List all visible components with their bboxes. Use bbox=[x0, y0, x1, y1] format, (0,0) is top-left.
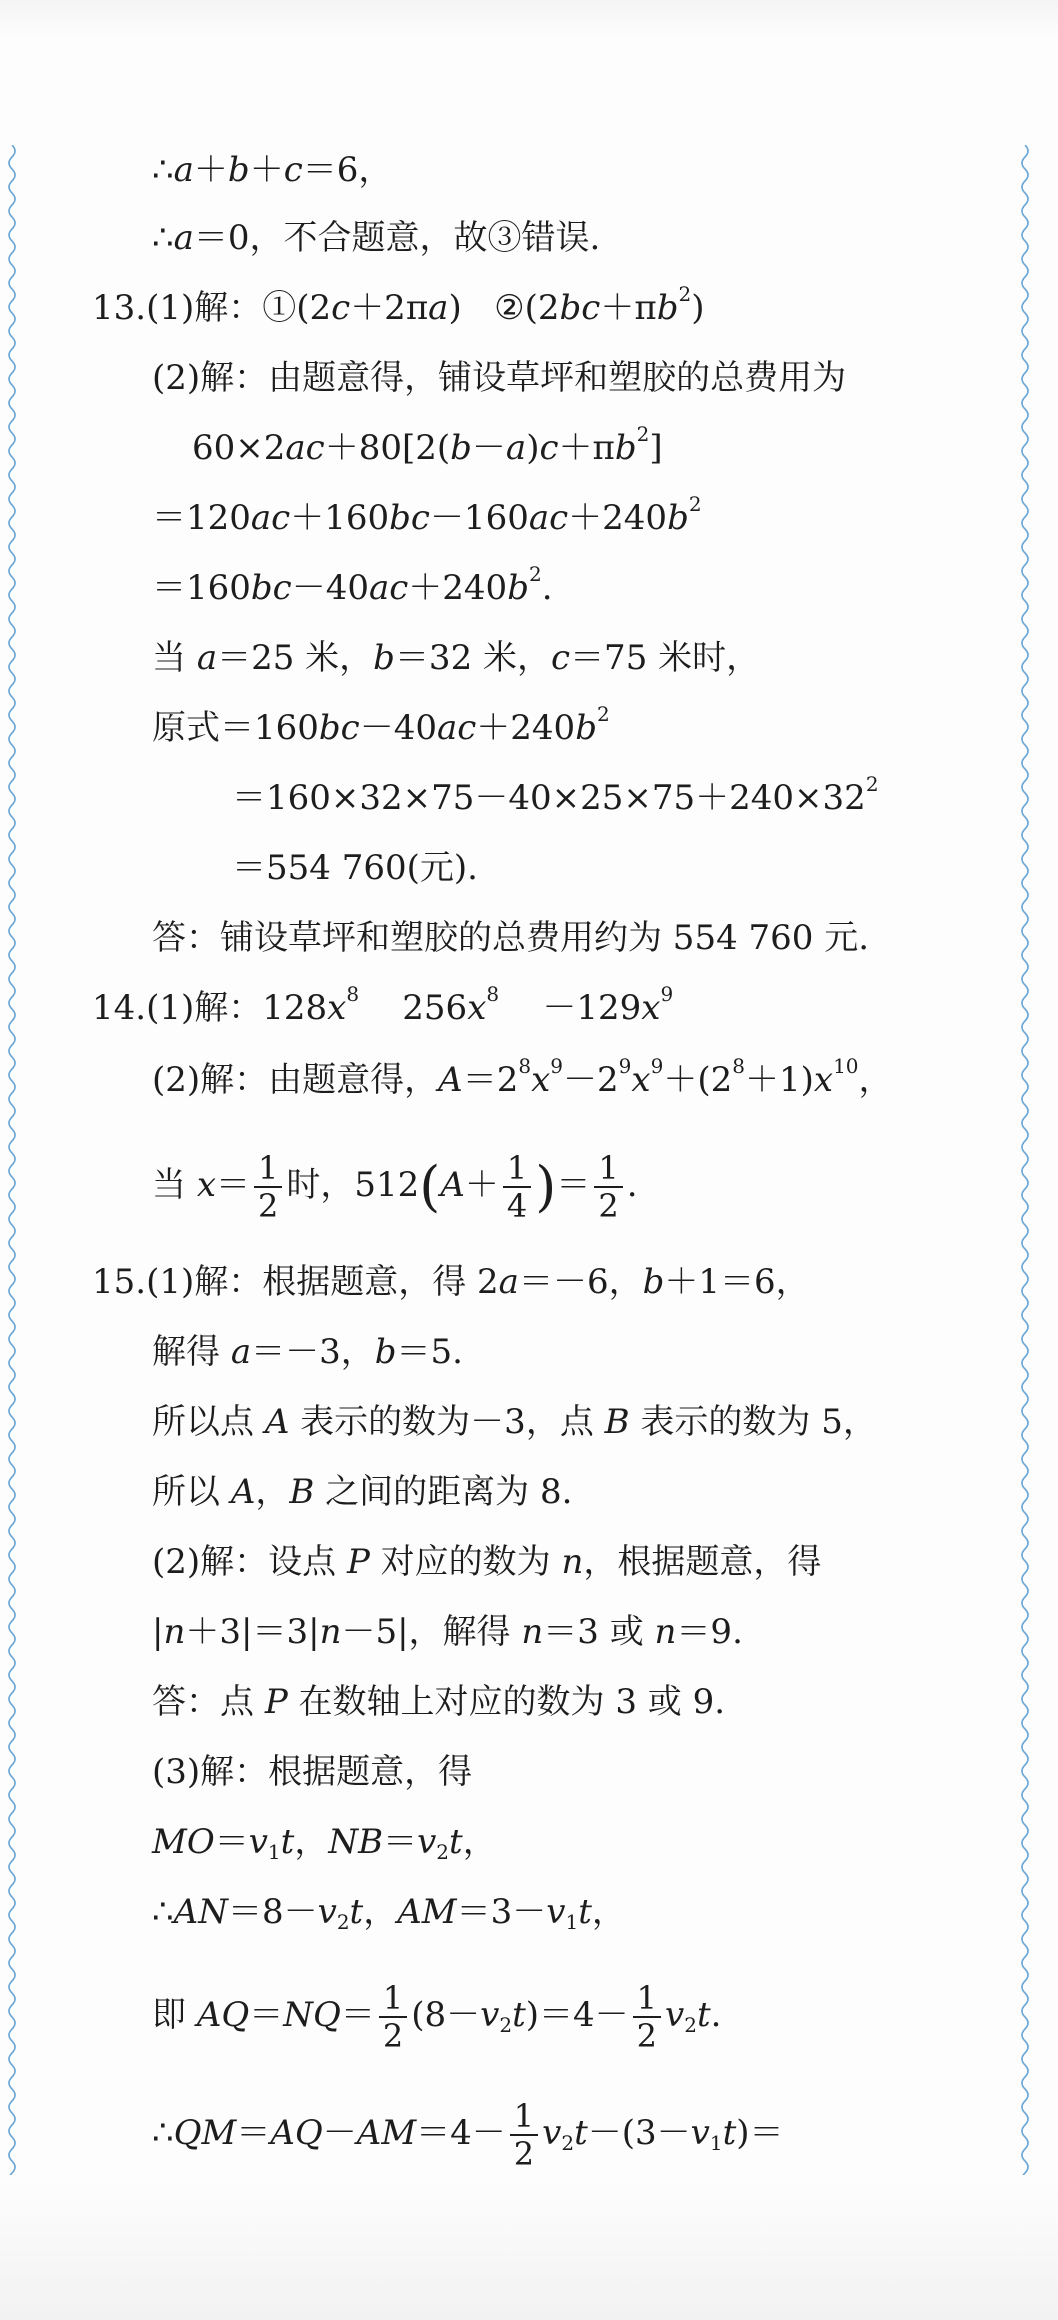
line-1: ∴a＋b＋c＝6， bbox=[152, 150, 393, 190]
line-17: 解得 a＝－3，b＝5. bbox=[152, 1332, 463, 1372]
line-3: 13.(1)解：①(2c＋2πa) $②(2bc+\pi b^2)$ bbox=[92, 282, 705, 328]
line-19: 所以 A，B 之间的距离为 8. bbox=[152, 1472, 573, 1512]
right-wavy-border bbox=[1018, 145, 1032, 2175]
line-4: (2)解：由题意得，铺设草坪和塑胶的总费用为 bbox=[152, 358, 847, 398]
line-16: 15.(1)解：根据题意，得 2a＝－6，b＋1＝6， bbox=[92, 1262, 810, 1302]
line-8: 当 a＝25 米，b＝32 米，c＝75 米时， bbox=[152, 638, 761, 678]
line-21: |n＋3|＝3|n－5|，解得 n＝3 或 n＝9. bbox=[152, 1612, 743, 1652]
line-9: 原式$=160bc-40ac+240b^2$ bbox=[152, 702, 610, 748]
line-18: 所以点 A 表示的数为－3，点 B 表示的数为 5， bbox=[152, 1402, 877, 1442]
line-23: (3)解：根据题意，得 bbox=[152, 1752, 473, 1792]
line-20: (2)解：设点 P 对应的数为 n，根据题意，得 bbox=[152, 1542, 822, 1582]
line-26: 即 AQ＝NQ＝ $\frac{1}{2}$ $(8-v_2t)=4-$ $\frac{1}{2}$ $v_2t$. bbox=[152, 1979, 722, 2055]
line-6: $=120ac+160bc-160ac+240b^2$ bbox=[152, 492, 702, 538]
line-14: (2)解：由题意得，$A=2^8x^9-2^9x^9+(2^8+1)x^{10}$， bbox=[152, 1054, 893, 1100]
line-22: 答：点 P 在数轴上对应的数为 3 或 9. bbox=[152, 1682, 726, 1722]
line-15: 当 x＝ $\frac{1}{2}$ 时，512(A＋ $\frac{1}{4}$ )＝ $\frac{1}{2}$ . bbox=[152, 1149, 638, 1225]
line-7: $=160bc-40ac+240b^2$. bbox=[152, 562, 553, 608]
line-12: 答：铺设草坪和塑胶的总费用约为 554 760 元. bbox=[152, 918, 870, 958]
line-11: ＝554 760(元). bbox=[232, 848, 478, 888]
line-2: ∴a＝0，不合题意，故③错误. bbox=[152, 218, 601, 258]
line-10: $=160\times 32\times 75-40\times 25\times 75+240\times 32^2$ bbox=[232, 772, 879, 818]
left-wavy-border bbox=[5, 145, 19, 2175]
line-27: ∴QM＝AQ－AM＝4－ $\frac{1}{2}$ $v_2t-(3-v_1t)=$ bbox=[152, 2097, 784, 2173]
line-5: $60\times 2ac+80[2(b-a)c+\pi b^2]$ bbox=[192, 422, 663, 468]
line-24: $MO=v_1t$，$NB=v_2t$， bbox=[152, 1822, 497, 1864]
line-13: 14.(1)解：$128x^8$ $256x^8$ $-129x^9$ bbox=[92, 982, 674, 1028]
line-25: $\therefore AN=8-v_2t$，$AM=3-v_1t$， bbox=[152, 1892, 626, 1934]
